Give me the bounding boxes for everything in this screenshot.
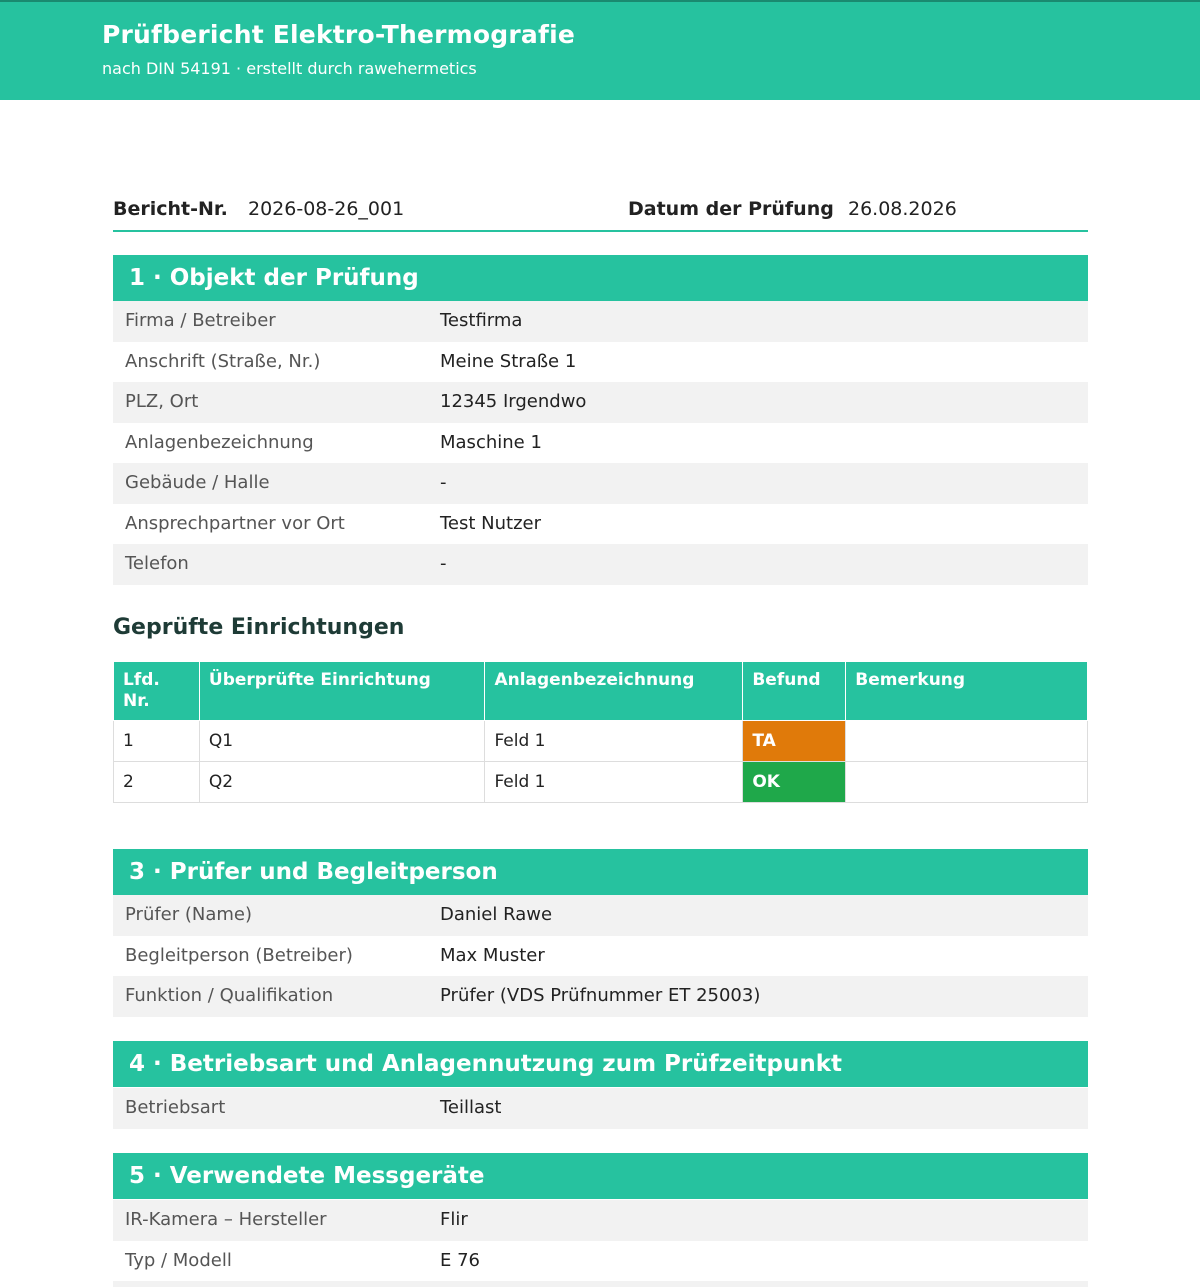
report-header bbox=[0, 0, 1200, 100]
kv-row bbox=[113, 1200, 1088, 1241]
kv-value: Teillast bbox=[440, 1097, 502, 1118]
kv-row bbox=[113, 976, 1088, 1017]
kv-label: Typ / Modell bbox=[125, 1249, 232, 1271]
section-1-heading: 1 · Objekt der Prüfung bbox=[113, 255, 1088, 301]
table-row bbox=[114, 762, 1088, 803]
kv-value: Prüfer (VDS Prüfnummer ET 25003) bbox=[440, 985, 761, 1006]
kv-row-edge bbox=[113, 1281, 1088, 1287]
section-4-heading: 4 · Betriebsart und Anlagennutzung zum Prüfzeitpunkt bbox=[113, 1041, 1088, 1087]
kv-row bbox=[113, 463, 1088, 504]
kv-label: PLZ, Ort bbox=[125, 391, 199, 412]
report-subtitle: nach DIN 54191 · erstellt durch rawehermetics bbox=[102, 59, 477, 78]
col-header-befund: Befund bbox=[743, 662, 846, 721]
kv-label: Funktion / Qualifikation bbox=[125, 985, 334, 1006]
report-no-value: 2026-08-26_001 bbox=[248, 198, 405, 220]
cell-anlage: Feld 1 bbox=[485, 721, 743, 762]
status-badge: TA bbox=[743, 721, 846, 762]
kv-label: Betriebsart bbox=[125, 1097, 226, 1118]
kv-row bbox=[113, 1088, 1088, 1129]
report-title: Prüfbericht Elektro-Thermografie bbox=[102, 20, 575, 49]
cell-einrichtung: Q1 bbox=[199, 721, 485, 762]
cell-bemerkung bbox=[846, 762, 1088, 803]
devices-heading: Geprüfte Einrichtungen bbox=[113, 615, 405, 640]
date-value: 26.08.2026 bbox=[848, 198, 957, 220]
kv-value: Meine Straße 1 bbox=[440, 350, 577, 372]
kv-label: Ansprechpartner vor Ort bbox=[125, 512, 345, 534]
section-1-table bbox=[113, 301, 1088, 585]
kv-value: Max Muster bbox=[440, 944, 545, 966]
kv-value: 12345 Irgendwo bbox=[440, 391, 587, 412]
kv-value: - bbox=[440, 553, 447, 574]
devices-table bbox=[113, 661, 1088, 803]
kv-label: Telefon bbox=[125, 553, 189, 574]
kv-value: Testfirma bbox=[440, 310, 523, 331]
kv-row bbox=[113, 423, 1088, 464]
kv-label: Begleitperson (Betreiber) bbox=[125, 944, 353, 966]
section-3-heading: 3 · Prüfer und Begleitperson bbox=[113, 849, 1088, 895]
kv-label: Prüfer (Name) bbox=[125, 904, 253, 925]
cell-anlage: Feld 1 bbox=[485, 762, 743, 803]
cell-einrichtung: Q2 bbox=[199, 762, 485, 803]
cell-nr: 2 bbox=[114, 762, 200, 803]
devices-header-row bbox=[114, 662, 1088, 721]
section-4-table bbox=[113, 1088, 1088, 1129]
section-3-table bbox=[113, 895, 1088, 1017]
status-badge: OK bbox=[743, 762, 846, 803]
kv-value: Test Nutzer bbox=[440, 512, 542, 534]
cell-bemerkung bbox=[846, 721, 1088, 762]
kv-row bbox=[113, 382, 1088, 423]
kv-value: - bbox=[440, 472, 447, 493]
kv-label: Firma / Betreiber bbox=[125, 310, 276, 331]
col-header-einrichtung: Überprüfte Einrichtung bbox=[199, 662, 485, 721]
kv-row bbox=[113, 1241, 1088, 1282]
report-no-label: Bericht-Nr. bbox=[113, 198, 228, 220]
kv-value: Flir bbox=[440, 1209, 468, 1230]
kv-value: Maschine 1 bbox=[440, 431, 542, 453]
kv-row bbox=[113, 544, 1088, 585]
date-label: Datum der Prüfung bbox=[628, 198, 834, 220]
kv-label: Anschrift (Straße, Nr.) bbox=[125, 350, 321, 372]
kv-label: Anlagenbezeichnung bbox=[125, 431, 314, 453]
kv-row bbox=[113, 936, 1088, 977]
kv-value: Daniel Rawe bbox=[440, 904, 553, 925]
kv-value: E 76 bbox=[440, 1249, 480, 1271]
kv-row bbox=[113, 504, 1088, 545]
section-5-table bbox=[113, 1200, 1088, 1287]
kv-row bbox=[113, 895, 1088, 936]
col-header-bemerkung: Bemerkung bbox=[846, 662, 1088, 721]
table-row bbox=[114, 721, 1088, 762]
report-meta bbox=[113, 196, 1088, 232]
section-5-heading: 5 · Verwendete Messgeräte bbox=[113, 1153, 1088, 1199]
kv-row bbox=[113, 342, 1088, 383]
col-header-anlage: Anlagenbezeichnung bbox=[485, 662, 743, 721]
kv-row bbox=[113, 301, 1088, 342]
kv-label: IR-Kamera – Hersteller bbox=[125, 1209, 327, 1230]
kv-label: Gebäude / Halle bbox=[125, 472, 270, 493]
col-header-nr: Lfd. Nr. bbox=[114, 662, 200, 721]
cell-nr: 1 bbox=[114, 721, 200, 762]
